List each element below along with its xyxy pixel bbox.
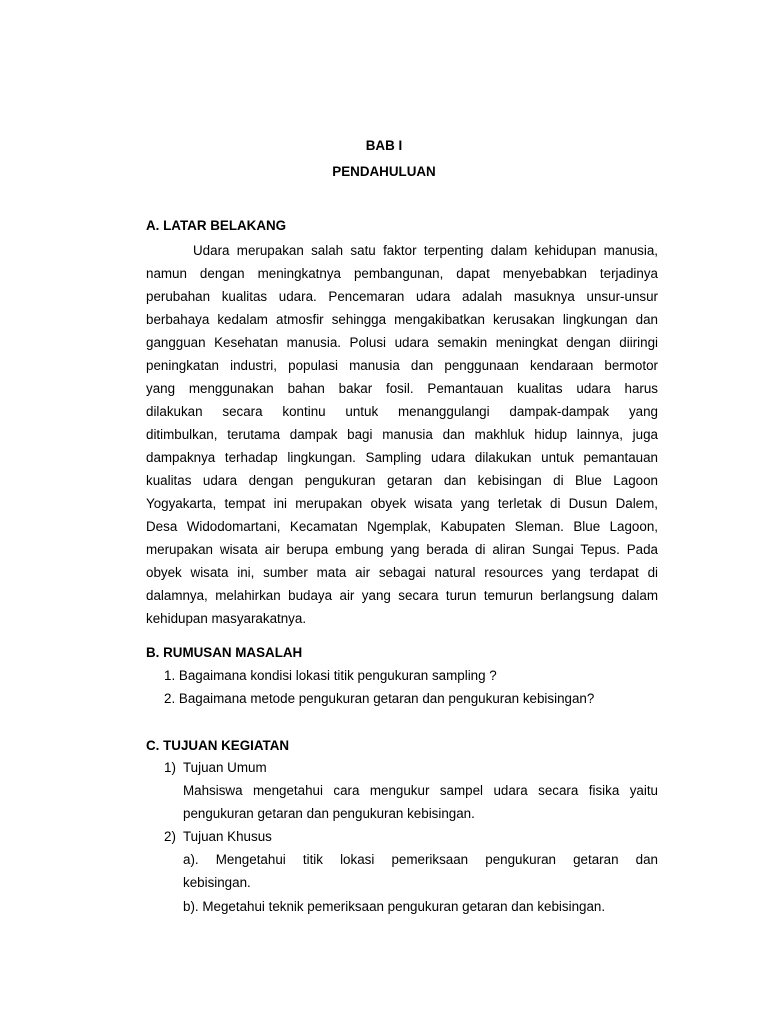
paragraph-line: obyek wisata ini, sumber mata air sebagai natural resources yang terdapat di — [146, 565, 658, 580]
list-item-text: Mahsiswa mengetahui cara mengukur sampel udara secara fisika yaitu — [183, 783, 658, 798]
section-b-heading: B. RUMUSAN MASALAH — [146, 645, 303, 660]
paragraph-line: Desa Widodomartani, Kecamatan Ngemplak, Kabupaten Sleman. Blue Lagoon, — [146, 519, 658, 534]
paragraph-line: kehidupan masyarakatnya. — [146, 611, 307, 626]
list-item-text: pengukuran getaran dan pengukuran kebisingan. — [183, 806, 475, 821]
paragraph-line: namun dengan meningkatnya pembangunan, dapat menyebabkan terjadinya — [146, 266, 658, 281]
list-item: 1. Bagaimana kondisi lokasi titik pengukuran sampling ? — [164, 668, 497, 683]
paragraph-line: ditimbulkan, terutama dampak bagi manusia dan makhluk hidup lainnya, juga — [146, 427, 658, 442]
paragraph-line: yang menggunakan bahan bakar fosil. Pemantauan kualitas udara harus — [146, 381, 658, 396]
paragraph-line: berbahaya kedalam atmosfir sehingga mengakibatkan kerusakan lingkungan dan — [146, 312, 658, 327]
list-item-number: 2) — [164, 829, 176, 844]
paragraph-line: peningkatan industri, populasi manusia dan penggunaan kendaraan bermotor — [146, 358, 658, 373]
paragraph-line: Udara merupakan salah satu faktor terpenting dalam kehidupan manusia, — [193, 243, 658, 258]
paragraph-line: Yogyakarta, tempat ini merupakan obyek wisata yang terletak di Dusun Dalem, — [146, 496, 658, 511]
list-item-title: Tujuan Umum — [183, 760, 267, 775]
list-item-title: Tujuan Khusus — [183, 829, 272, 844]
sub-item-text: a). Mengetahui titik lokasi pemeriksaan pengukuran getaran dan — [183, 852, 658, 867]
list-item-number: 1) — [164, 760, 176, 775]
chapter-number: BAB I — [365, 138, 403, 153]
paragraph-line: merupakan wisata air berupa embung yang berada di aliran Sungai Tepus. Pada — [146, 542, 658, 557]
paragraph-line: perubahan kualitas udara. Pencemaran udara adalah masuknya unsur-unsur — [146, 289, 658, 304]
paragraph-line: dalamnya, melahirkan budaya air yang secara turun temurun berlangsung dalam — [146, 588, 658, 603]
sub-item-text: b). Megetahui teknik pemeriksaan pengukuran getaran dan kebisingan. — [183, 899, 606, 914]
chapter-title: PENDAHULUAN — [332, 164, 436, 179]
sub-item-text: kebisingan. — [183, 875, 251, 890]
paragraph-line: kualitas udara dengan pengukuran getaran dan kebisingan di Blue Lagoon — [146, 473, 658, 488]
paragraph-line: dilakukan secara kontinu untuk menanggulangi dampak-dampak yang — [146, 404, 658, 419]
list-item: 2. Bagaimana metode pengukuran getaran dan pengukuran kebisingan? — [164, 691, 595, 706]
section-c-heading: C. TUJUAN KEGIATAN — [146, 738, 290, 753]
paragraph-line: gangguan Kesehatan manusia. Polusi udara semakin meningkat dengan diiringi — [146, 335, 658, 350]
section-a-heading: A. LATAR BELAKANG — [146, 218, 287, 233]
paragraph-line: dampaknya terhadap lingkungan. Sampling udara dilakukan untuk pemantauan — [146, 450, 658, 465]
